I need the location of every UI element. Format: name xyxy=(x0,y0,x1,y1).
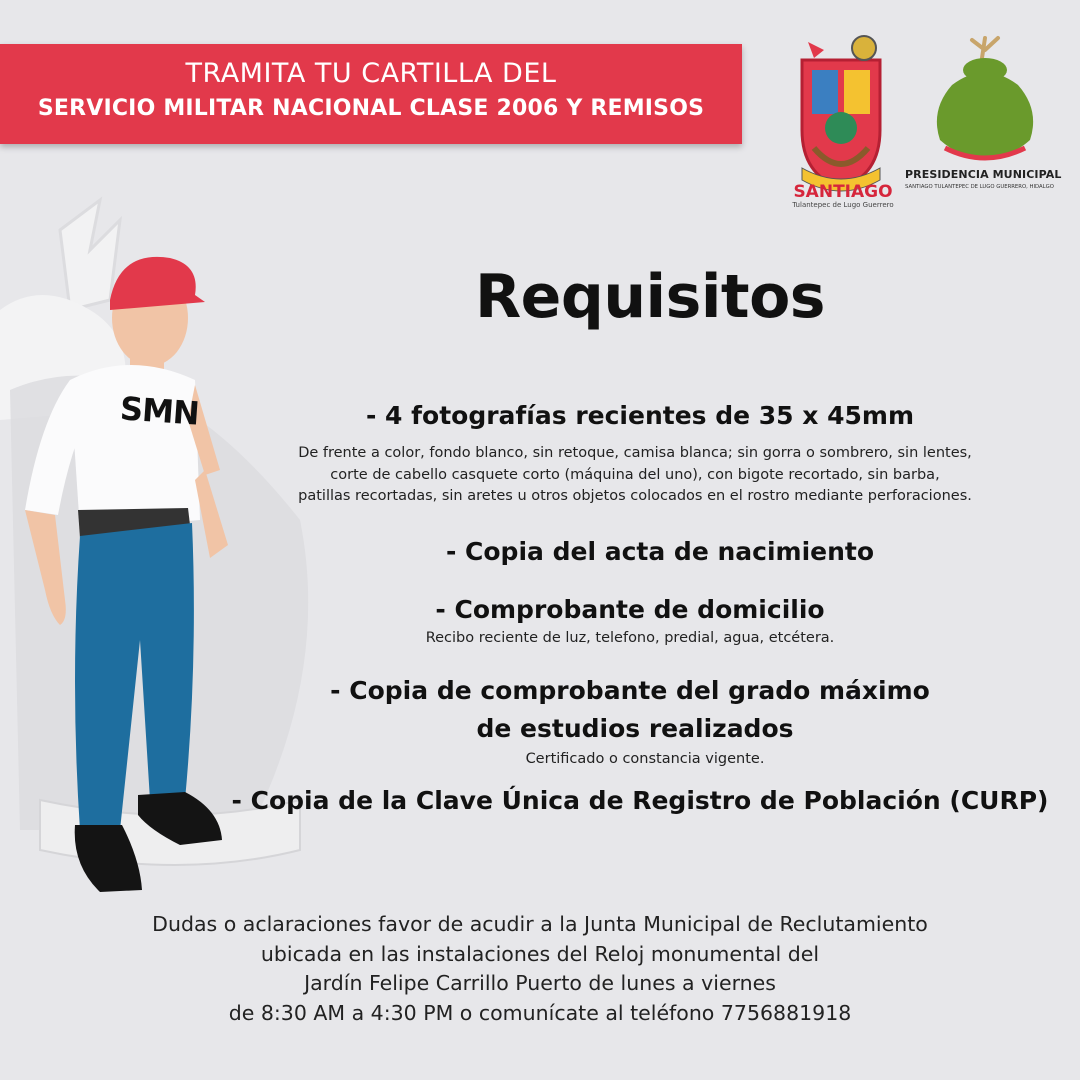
presidencia-subtitle: SANTIAGO TULANTEPEC DE LUGO GUERRERO, HIDALGO xyxy=(905,184,1054,190)
santiago-logo-subtitle: Tulantepec de Lugo Guerrero xyxy=(792,201,894,209)
requirement-proof-of-address-detail: Recibo reciente de luz, telefono, predial, agua, etcétera. xyxy=(425,630,835,646)
requirement-photos-detail xyxy=(230,443,1040,508)
detail-line: De frente a color, fondo blanco, sin retoque, camisa blanca; sin gorra o sombrero, sin lentes, xyxy=(298,445,972,461)
footer-line: Dudas o aclaraciones favor de acudir a la Junta Municipal de Reclutamiento xyxy=(152,912,928,936)
page-title: Requisitos xyxy=(474,262,826,332)
footer-line: ubicada en las instalaciones del Reloj monumental del xyxy=(260,941,820,966)
detail-line: patillas recortadas, sin aretes u otros objetos colocados en el rostro mediante perforaciones. xyxy=(298,488,972,504)
shirt-smn-text: SMN xyxy=(118,389,200,433)
banner-line1: TRAMITA TU CARTILLA DEL xyxy=(185,58,557,89)
requirement-proof-of-address-heading: - Comprobante de domicilio xyxy=(435,595,825,624)
requirement-photos-heading: - 4 fotografías recientes de 35 x 45mm xyxy=(365,401,915,430)
requirement-curp: - Copia de la Clave Única de Registro de Población (CURP) xyxy=(231,786,1049,815)
blue-jeans xyxy=(75,523,194,830)
footer-line: Jardín Felipe Carrillo Puerto de lunes a viernes xyxy=(304,971,776,995)
red-cap xyxy=(110,257,205,310)
banner-line2: SERVICIO MILITAR NACIONAL CLASE 2006 Y REMISOS xyxy=(37,96,705,121)
presidencia-title: PRESIDENCIA MUNICIPAL xyxy=(905,168,1062,181)
santiago-logo-name: SANTIAGO xyxy=(793,182,893,202)
detail-line: corte de cabello casquete corto (máquina del uno), con bigote recortado, sin barba, xyxy=(330,466,940,483)
requirement-birth-certificate: - Copia del acta de nacimiento xyxy=(445,537,875,566)
requirement-education-heading-line1: - Copia de comprobante del grado máximo xyxy=(330,676,930,705)
footer-contact-info xyxy=(100,910,980,1028)
header-banner xyxy=(0,44,742,144)
footer-line: de 8:30 AM a 4:30 PM o comunícate al teléfono 7756881918 xyxy=(228,1000,852,1025)
requirement-education-heading-line2: de estudios realizados xyxy=(476,714,794,743)
requirement-education-detail: Certificado o constancia vigente. xyxy=(525,751,765,767)
